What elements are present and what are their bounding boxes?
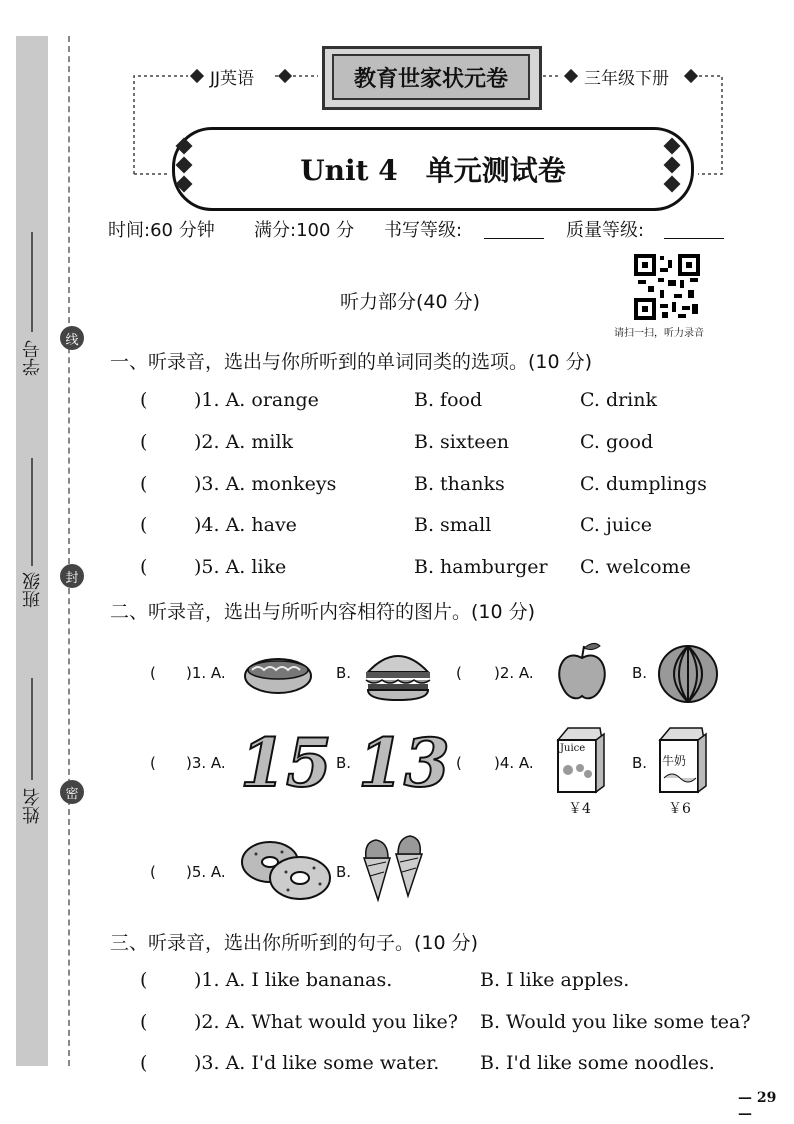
number-15: 15 [240,724,332,802]
s1-item-option-a: )4. A. have [194,514,297,536]
section1-title: 一、听录音，选出与你所听到的单词同类的选项。(10 分) [110,351,593,373]
cut-line [68,36,70,1066]
s1-item-option-c: C. drink [580,389,658,411]
number-13: 13 [358,724,450,802]
price-milk: ￥6 [668,801,691,817]
answer-paren[interactable]: ( [150,664,156,682]
s2-q4-label: )4. A. [494,754,534,772]
answer-paren[interactable]: ( [456,664,462,682]
answer-paren[interactable]: ( [140,969,148,991]
s2-q2-b-label: B. [632,664,648,682]
s2-q5-label: )5. A. [186,863,226,881]
s1-item-option-c: C. dumplings [580,473,707,495]
answer-paren[interactable]: ( [140,1011,148,1033]
s2-q5-b-label: B. [336,863,352,881]
s1-item-option-c: C. welcome [580,556,691,578]
s3-item-option-a: )1. A. I like bananas. [194,969,393,991]
class-line [31,458,33,566]
s1-item-option-a: )3. A. monkeys [194,473,337,495]
qr-caption: 请扫一扫，听力录音 [614,328,704,339]
section3-title: 三、听录音，选出你所听到的句子。(10 分) [110,932,479,954]
s1-item-option-b: B. thanks [414,473,505,495]
s1-item-option-a: )5. A. like [194,556,287,578]
price-juice: ￥4 [568,801,591,817]
s1-item-option-c: C. good [580,431,654,453]
s2-q4-b-label: B. [632,754,648,772]
name-line [31,678,33,780]
ice-cream-icon [360,832,430,902]
answer-paren[interactable]: ( [140,556,148,578]
s2-q2-label: )2. A. [494,664,534,682]
writing-grade-label: 书写等级: [384,220,463,241]
s2-q3-label: )3. A. [186,754,226,772]
subject-label: JJ英语 [210,69,255,89]
score-info: 满分:100 分 [254,220,355,241]
qr-code-icon[interactable] [634,254,700,320]
answer-paren[interactable]: ( [140,473,148,495]
s1-item-option-b: B. food [414,389,483,411]
s3-item-option-a: )3. A. I'd like some water. [194,1052,440,1074]
listening-heading: 听力部分(40 分) [340,291,481,313]
s3-item-option-b: B. I'd like some noodles. [480,1052,715,1074]
answer-paren[interactable]: ( [456,754,462,772]
quality-grade-blank[interactable] [664,222,724,239]
banner-title: 教育世家状元卷 [332,54,530,100]
quality-grade-label: 质量等级: [566,220,645,241]
student-id-line [31,232,33,332]
s1-item-option-b: B. hamburger [414,556,548,578]
juice-label: Juice [560,743,586,754]
juice-carton-icon [554,726,606,794]
name-label: 姓名 [22,788,43,824]
s1-item-option-b: B. small [414,514,492,536]
watermelon-icon [656,642,720,704]
page-number: — 29 — [738,1090,777,1122]
grade-label: 三年级下册 [584,69,669,89]
writing-grade-blank[interactable] [484,222,544,239]
hotdog-icon [242,648,314,698]
time-info: 时间:60 分钟 [108,220,215,241]
s1-item-option-a: )1. A. orange [194,389,319,411]
answer-paren[interactable]: ( [140,1052,148,1074]
milk-label: 牛奶 [662,754,687,768]
s2-q1-b-label: B. [336,664,352,682]
seal-line-mark: 线 [60,326,84,350]
section2-title: 二、听录音，选出与所听内容相符的图片。(10 分) [110,601,536,623]
s3-item-option-b: B. Would you like some tea? [480,1011,751,1033]
s3-item-option-b: B. I like apples. [480,969,630,991]
class-label: 班级 [22,572,43,608]
s2-q3-b-label: B. [336,754,352,772]
s1-item-option-b: B. sixteen [414,431,509,453]
s1-item-option-a: )2. A. milk [194,431,294,453]
s1-item-option-c: C. juice [580,514,653,536]
s3-item-option-a: )2. A. What would you like? [194,1011,458,1033]
hamburger-icon [362,646,434,702]
unit-title: Unit 4 单元测试卷 [172,127,694,211]
answer-paren[interactable]: ( [140,431,148,453]
answer-paren[interactable]: ( [150,754,156,772]
s2-q1-label: )1. A. [186,664,226,682]
seal-secret-mark: 密 [60,780,84,804]
student-id-label: 学号 [22,340,43,376]
answer-paren[interactable]: ( [140,389,148,411]
answer-paren[interactable]: ( [140,514,148,536]
answer-paren[interactable]: ( [150,863,156,881]
donuts-icon [238,838,334,902]
seal-seal-mark: 封 [60,564,84,588]
apple-icon [554,640,610,704]
